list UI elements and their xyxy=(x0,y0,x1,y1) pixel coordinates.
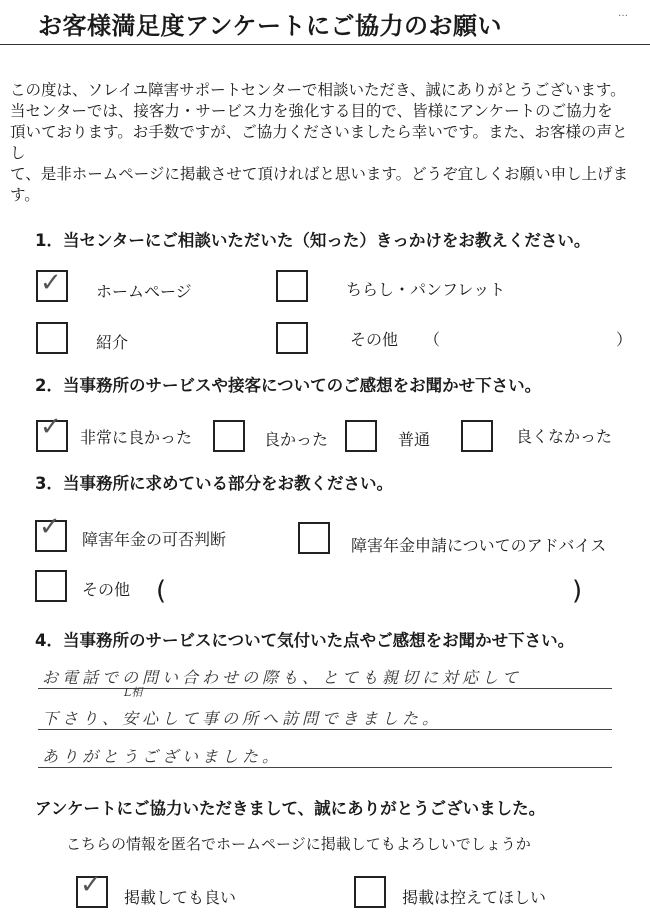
q3-option-eligibility: 障害年金の可否判断 xyxy=(82,530,227,549)
q1-checkbox-referral[interactable] xyxy=(36,322,68,354)
publish-consent-question: こちらの情報を匿名でホームページに掲載してもよろしいでしょうか xyxy=(66,835,531,853)
q1-heading: 1．当センターにご相談いただいた（知った）きっかけをお教えください。 xyxy=(35,231,591,250)
q3-checkbox-advice[interactable] xyxy=(298,522,330,554)
handwritten-insert-mark: L相 xyxy=(124,686,143,699)
q1-option-referral: 紹介 xyxy=(96,333,129,352)
check-mark-icon: ✓ xyxy=(39,512,61,542)
title-underline xyxy=(0,44,650,45)
survey-title: お客様満足度アンケートにご協力のお願い xyxy=(38,12,503,40)
handwritten-line-2: 下さり、安心して事の所へ訪問できました。 xyxy=(42,709,443,728)
q3-checkbox-other[interactable] xyxy=(35,570,67,602)
q1-other-paren-close: ） xyxy=(616,330,633,349)
q2-checkbox-average[interactable] xyxy=(345,420,377,452)
intro-line: この度は、ソレイユ障害サポートセンターで相談いただき、誠にありがとうございます。 xyxy=(10,81,626,99)
consent-checkbox-decline[interactable] xyxy=(354,876,386,908)
q1-option-other: その他 xyxy=(350,330,399,349)
q4-heading: 4．当事務所のサービスについて気付いた点やご感想をお聞かせ下さい。 xyxy=(35,631,575,650)
q1-checkbox-flyer[interactable] xyxy=(276,270,308,302)
intro-line: て、是非ホームページに掲載させて頂ければと思います。どうぞ宜しくお願い申し上げま xyxy=(10,165,629,183)
q2-option-not-good: 良くなかった xyxy=(516,427,613,446)
handwritten-line-1: お電話での問い合わせの際も、とても親切に対応して xyxy=(42,668,523,687)
q2-option-very-good: 非常に良かった xyxy=(80,428,193,447)
q1-checkbox-other[interactable] xyxy=(276,322,308,354)
q3-other-paren-open: ( xyxy=(156,576,167,606)
consent-option-decline: 掲載は控えてほしい xyxy=(402,888,547,907)
check-mark-icon: ✓ xyxy=(80,870,102,900)
intro-text xyxy=(10,80,640,206)
q2-checkbox-not-good[interactable] xyxy=(461,420,493,452)
q2-option-average: 普通 xyxy=(398,430,431,449)
q3-heading: 3．当事務所に求めている部分をお教ください。 xyxy=(35,474,393,493)
q2-checkbox-good[interactable] xyxy=(213,420,245,452)
q1-option-homepage: ホームページ xyxy=(96,282,192,301)
writing-guide-line xyxy=(38,767,612,768)
consent-option-ok: 掲載しても良い xyxy=(124,888,237,907)
check-mark-icon: ✓ xyxy=(40,412,62,442)
closing-thanks: アンケートにご協力いただきまして、誠にありがとうございました。 xyxy=(35,799,546,818)
writing-guide-line xyxy=(38,729,612,730)
q1-other-paren-open: （ xyxy=(424,330,441,349)
corner-mark: … xyxy=(618,8,628,19)
check-mark-icon: ✓ xyxy=(40,268,62,298)
intro-line: 当センターでは、接客力・サービス力を強化する目的で、皆様にアンケートのご協力を xyxy=(10,102,613,120)
intro-line: 頂いております。お手数ですが、ご協力くださいましたら幸いです。また、お客様の声とし xyxy=(10,123,628,162)
q2-heading: 2．当事務所のサービスや接客についてのご感想をお聞かせ下さい。 xyxy=(35,376,542,395)
q3-other-paren-close: ) xyxy=(572,576,583,606)
q3-option-advice: 障害年金申請についてのアドバイス xyxy=(351,536,607,555)
intro-line: す。 xyxy=(10,186,40,204)
handwritten-line-3: ありがとうございました。 xyxy=(42,747,283,766)
q2-option-good: 良かった xyxy=(264,430,329,449)
q3-option-other: その他 xyxy=(82,580,131,599)
q1-option-flyer: ちらし・パンフレット xyxy=(346,280,506,299)
